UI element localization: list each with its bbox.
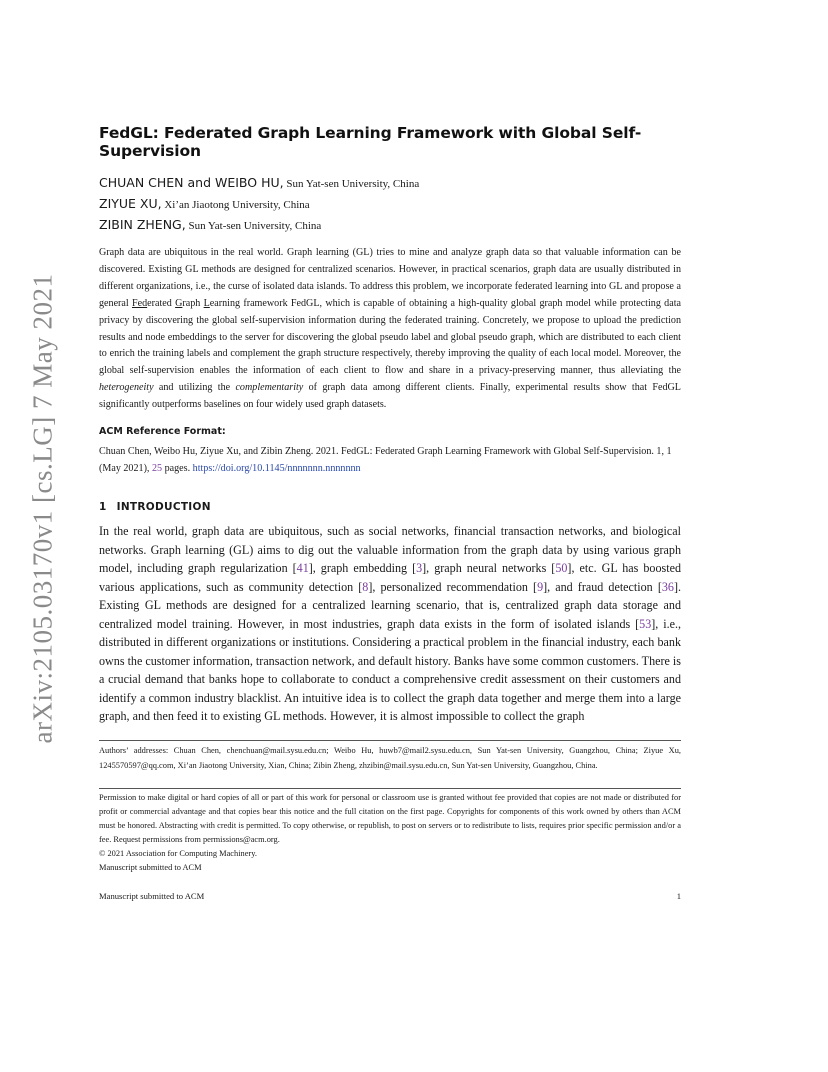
intro-text: ], personalized recommendation [ (368, 579, 538, 594)
author-line (99, 194, 719, 215)
citation-link[interactable]: 36 (661, 579, 674, 594)
manuscript-note: Manuscript submitted to ACM (99, 862, 202, 872)
intro-text: In the real world, graph data are ubiquitous, such as social networks, financial transaction networks, and biological networks. Graph learning (GL) aims to dig out the valuable information from the graph data by using various graph model, including graph regularization [ (99, 524, 681, 576)
citation-link[interactable]: 9 (537, 579, 544, 594)
section-number: 1 (99, 501, 107, 513)
acm-reference-heading: ACM Reference Format: (99, 426, 226, 437)
intro-text: ], and fraud detection [ (543, 579, 662, 594)
author-names: ZIBIN ZHENG, (99, 217, 186, 232)
author-affiliation: Sun Yat-sen University, China (283, 178, 420, 190)
footer-label: Manuscript submitted to ACM (99, 891, 205, 901)
author-affiliation: Xi’an Jiaotong University, China (161, 199, 310, 211)
acm-reference-body: pages. (162, 463, 193, 474)
abstract-text: earning framework FedGL, which is capable of obtaining a high-quality global graph model while protecting data privacy by discovering the global self-supervision information during the federated training. Concretely, we propose to upload the prediction results and node embeddings to the server for discovering the global pseudo label and global pseudo graph, which are distributed to each client to enrich the training labels and complement the graph structure respectively, thereby improving the quality of each local model. Moreover, the global self-supervision enables the information of each client to flow and share in a privacy-preserving manner, thus alleviating the (99, 297, 681, 377)
author-line (99, 173, 719, 194)
section-heading (99, 501, 211, 513)
copyright-line: © 2021 Association for Computing Machinery. (99, 848, 257, 858)
permission-text: Permission to make digital or hard copies of all or part of this work for personal or classroom use is granted without fee provided that copies are not made or distributed for profit or commercial advantage and that copies bear this notice and the full citation on the first page. Copyrights for components of this work owned by others than ACM must be honored. Abstracting with credit is permitted. To copy otherwise, or republish, to post on servers or to redistribute to lists, requires prior specific permission and/or a fee. Request permissions from permissions@acm.org. (99, 793, 681, 844)
citation-link[interactable]: 50 (555, 561, 568, 576)
intro-text: ]. Existing GL methods are designed for a centralized learning scenario, that is, centralized graph data storage and centralized model training. However, in most industries, graph data exists in the form of isolated islands [ (99, 579, 681, 631)
citation-link[interactable]: 53 (639, 616, 652, 631)
intro-text: ], i.e., distributed in different organizations or institutions. Considering a practical problem in the financial industry, each bank owns the customer information, transaction network, and default history. Banks have some common customers. There is a crucial demand that banks hope to collaborate to conduct a comprehensive credit assessment on their customers and identify a common industry blacklist. An intuitive idea is to collect the graph data together and merge them into a large graph, and then feed it to existing GL methods. However, it is almost impossible to collect the graph (99, 616, 682, 724)
permission-block (99, 791, 681, 874)
abstract-text: raph (182, 297, 204, 309)
acm-reference-text (99, 443, 681, 477)
footnote-divider (99, 740, 681, 741)
citation-link[interactable]: 3 (416, 561, 423, 576)
author-list (99, 173, 719, 236)
author-affiliation: Sun Yat-sen University, China (185, 220, 322, 232)
abstract-underline: L (203, 297, 210, 309)
abstract (99, 245, 681, 414)
arxiv-stamp-text: arXiv:2105.03170v1 [cs.LG] 7 May 2021 (27, 273, 58, 743)
page-count-link[interactable]: 25 (151, 463, 163, 474)
permission-divider (99, 788, 681, 789)
intro-text: ], graph neural networks [ (422, 561, 556, 576)
abstract-text: erated (147, 297, 176, 309)
section-title: INTRODUCTION (116, 501, 211, 513)
authors-addresses: Authors’ addresses: Chuan Chen, chenchuan@mail.sysu.edu.cn; Weibo Hu, huwb7@mail2.sysu.edu.cn, Sun Yat-sen University, Guangzhou, China; Ziyue Xu, 1245570597@qq.com, Xi’an Jiaotong University, Xian, China; Zibin Zheng, zhzibin@mail.sysu.edu.cn, Sun Yat-sen University, Guangzhou, China. (99, 746, 681, 770)
author-names: CHUAN CHEN and WEIBO HU, (99, 175, 284, 190)
citation-link[interactable]: 41 (296, 561, 309, 576)
page-footer (99, 891, 681, 901)
abstract-underline: G (175, 297, 183, 309)
abstract-text: Graph data are ubiquitous in the real world. Graph learning (GL) tries to mine and analyze graph data so that valuable information can be discovered. Existing GL methods are designed for centralized scenarios. However, in practical scenarios, graph data are usually distributed in different organizations, i.e., the curse of isolated data islands. To address this problem, we incorporate federated learning into GL and propose a general (99, 247, 681, 309)
page-number: 1 (676, 891, 681, 901)
doi-link[interactable]: https://doi.org/10.1145/nnnnnnn.nnnnnnn (192, 463, 361, 474)
abstract-text: and utilizing the (153, 382, 236, 394)
arxiv-stamp (22, 273, 64, 743)
abstract-emphasis: heterogeneity (99, 382, 154, 394)
paper-title: FedGL: Federated Graph Learning Framework with Global Self-Supervision (99, 124, 642, 160)
acm-reference-body: Chuan Chen, Weibo Hu, Ziyue Xu, and Zibin Zheng. 2021. FedGL: Federated Graph Learning Framework with Global Self-Supervision. 1, 1 (May 2021), (99, 446, 672, 474)
intro-paragraph (99, 522, 681, 726)
abstract-emphasis: complementarity (235, 382, 304, 394)
intro-text: ], graph embedding [ (308, 561, 417, 576)
abstract-text: of graph data among different clients. Finally, experimental results show that FedGL significantly outperforms baselines on four widely used graph datasets. (99, 382, 681, 411)
author-line (99, 215, 719, 236)
abstract-underline: Fed (132, 297, 148, 309)
author-names: ZIYUE XU, (99, 196, 162, 211)
intro-text: ], etc. GL has boosted various applications, such as community detection [ (99, 561, 682, 594)
citation-link[interactable]: 8 (362, 579, 369, 594)
